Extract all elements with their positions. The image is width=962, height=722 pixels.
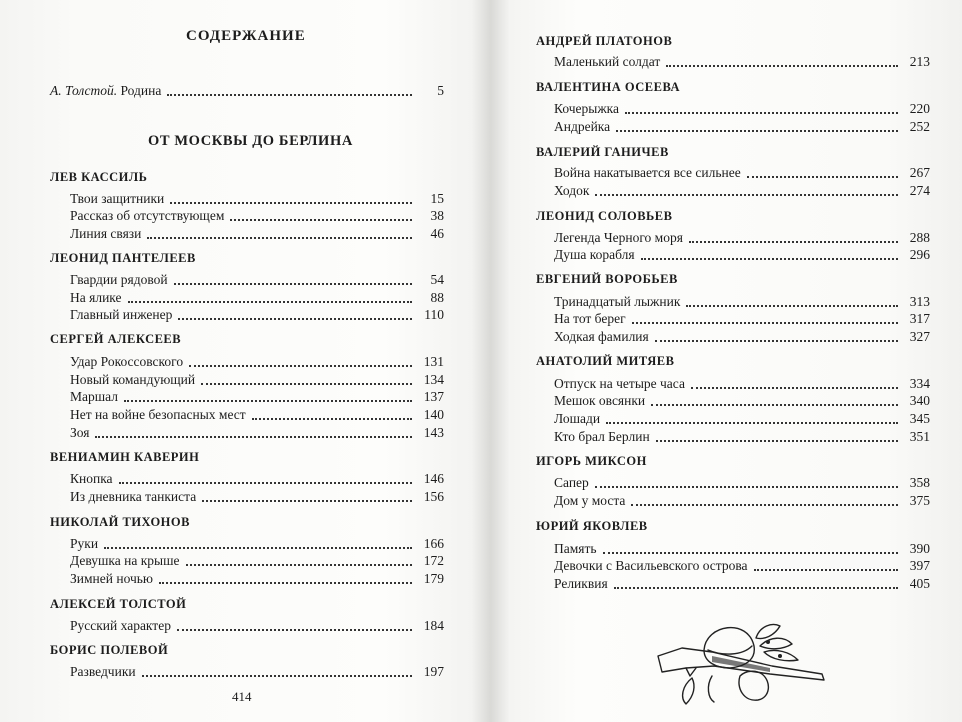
dot-leader xyxy=(189,354,412,367)
author-heading: АЛЕКСЕЙ ТОЛСТОЙ xyxy=(50,597,187,611)
toc-entry-title: Легенда Черного моря xyxy=(554,230,683,245)
author-heading: АНАТОЛИЙ МИТЯЕВ xyxy=(536,354,675,368)
toc-entry-title: Мешок овсянки xyxy=(554,393,646,408)
toc-entry-page: 38 xyxy=(430,208,444,223)
toc-entry-page: 375 xyxy=(909,493,930,508)
dot-leader xyxy=(170,191,412,204)
toc-entry-title: Нет на войне безопасных мест xyxy=(70,407,246,422)
toc-entry-page: 88 xyxy=(430,290,444,305)
dot-leader xyxy=(174,272,412,285)
toc-entry-title: Девушка на крыше xyxy=(70,553,180,568)
toc-entry[interactable] xyxy=(70,353,444,371)
author-heading: БОРИС ПОЛЕВОЙ xyxy=(50,643,169,657)
toc-entry-page: 197 xyxy=(423,664,444,679)
toc-entry-page: 288 xyxy=(909,230,930,245)
dot-leader xyxy=(124,389,412,402)
toc-entry[interactable] xyxy=(70,617,444,635)
toc-entry[interactable] xyxy=(70,424,444,442)
dot-leader xyxy=(159,571,412,584)
toc-entry-page: 390 xyxy=(909,541,930,556)
toc-entry[interactable] xyxy=(70,488,444,506)
toc-entry-title: Тринадцатый лыжник xyxy=(554,294,681,309)
toc-entry-page: 274 xyxy=(909,183,930,198)
dot-leader xyxy=(689,230,898,243)
toc-entry-page: 340 xyxy=(909,393,930,408)
left-page xyxy=(36,0,446,722)
dot-leader xyxy=(167,83,412,96)
toc-entry-page: 179 xyxy=(423,571,444,586)
toc-entry-title: Кочерыжка xyxy=(554,101,620,116)
toc-entry-page: 46 xyxy=(430,226,444,241)
toc-entry-title: Линия связи xyxy=(70,226,142,241)
toc-entry-title: Из дневника танкиста xyxy=(70,489,197,504)
dot-leader xyxy=(625,101,898,114)
dot-leader xyxy=(178,307,412,320)
toc-entry-page: 313 xyxy=(909,294,930,309)
author-heading: ЛЕОНИД СОЛОВЬЕВ xyxy=(536,209,673,223)
author-heading: ВЕНИАМИН КАВЕРИН xyxy=(50,450,200,464)
toc-entry[interactable] xyxy=(70,663,444,681)
toc-entry[interactable] xyxy=(70,570,444,588)
dot-leader xyxy=(655,329,898,342)
toc-entry[interactable] xyxy=(554,53,930,71)
toc-entry-page: 358 xyxy=(909,475,930,490)
toc-entry-page: 213 xyxy=(909,54,930,69)
author-heading: ВАЛЕРИЙ ГАНИЧЕВ xyxy=(536,145,669,159)
author-heading: ЕВГЕНИЙ ВОРОБЬЕВ xyxy=(536,272,678,286)
dot-leader xyxy=(691,376,898,389)
toc-entry-page: 110 xyxy=(424,307,444,322)
toc-entry[interactable] xyxy=(554,474,930,492)
toc-entry[interactable] xyxy=(554,118,930,136)
toc-entry[interactable] xyxy=(554,182,930,200)
dot-leader xyxy=(201,372,412,385)
toc-entry-title: Сапер xyxy=(554,475,589,490)
toc-entry[interactable] xyxy=(70,470,444,488)
dot-leader xyxy=(656,429,898,442)
toc-entry-title: Война накатывается все сильнее xyxy=(554,165,741,180)
dot-leader xyxy=(631,493,898,506)
toc-entry-page: 184 xyxy=(423,618,444,633)
toc-entry-title: Гвардии рядовой xyxy=(70,272,168,287)
author-heading: ЛЕВ КАССИЛЬ xyxy=(50,170,148,184)
toc-entry-page: 137 xyxy=(423,389,444,404)
toc-entry[interactable] xyxy=(554,428,930,446)
dot-leader xyxy=(142,664,412,677)
author-heading: НИКОЛАЙ ТИХОНОВ xyxy=(50,515,190,529)
dot-leader xyxy=(230,208,412,221)
toc-entry[interactable] xyxy=(554,557,930,575)
toc-entry-page: 131 xyxy=(423,354,444,369)
toc-entry-title: Главный инженер xyxy=(70,307,173,322)
toc-entry-title: Разведчики xyxy=(70,664,136,679)
toc-entry[interactable] xyxy=(554,100,930,118)
toc-entry[interactable] xyxy=(554,375,930,393)
toc-entry-page: 345 xyxy=(909,411,930,426)
toc-entry-title: Реликвия xyxy=(554,576,608,591)
dot-leader xyxy=(147,226,412,239)
toc-entry-title: Маленький солдат xyxy=(554,54,661,69)
toc-entry[interactable] xyxy=(70,190,444,208)
toc-entry-title: Русский характер xyxy=(70,618,171,633)
toc-entry[interactable] xyxy=(70,225,444,243)
toc-entry[interactable] xyxy=(70,207,444,225)
toc-entry-author: А. Толстой. xyxy=(50,83,118,98)
toc-entry[interactable] xyxy=(554,310,930,328)
author-heading: ВАЛЕНТИНА ОСЕЕВА xyxy=(536,80,681,94)
toc-entry[interactable] xyxy=(70,271,444,289)
toc-entry-title: Отпуск на четыре часа xyxy=(554,376,685,391)
toc-entry-page: 15 xyxy=(430,191,444,206)
toc-entry-title: Ходок xyxy=(554,183,590,198)
toc-entry-page: 146 xyxy=(423,471,444,486)
toc-entry-title: Душа корабля xyxy=(554,247,635,262)
toc-entry-page: 156 xyxy=(423,489,444,504)
toc-entry[interactable] xyxy=(554,392,930,410)
toc-entry[interactable] xyxy=(554,246,930,264)
dot-leader xyxy=(616,119,898,132)
toc-entry-page: 296 xyxy=(909,247,930,262)
toc-entry-page: 140 xyxy=(423,407,444,422)
toc-entry[interactable] xyxy=(554,229,930,247)
wreath-ornament-icon xyxy=(652,616,832,706)
dot-leader xyxy=(686,294,898,307)
toc-entry-title: Девочки с Васильевского острова xyxy=(554,558,748,573)
toc-entry-page: 317 xyxy=(909,311,930,326)
toc-entry[interactable] xyxy=(70,552,444,570)
author-heading: ЛЕОНИД ПАНТЕЛЕЕВ xyxy=(50,251,196,265)
toc-entry-title: Лошади xyxy=(554,411,601,426)
toc-entry-page: 334 xyxy=(909,376,930,391)
dot-leader xyxy=(606,411,898,424)
dot-leader xyxy=(632,311,898,324)
toc-entry[interactable] xyxy=(70,535,444,553)
toc-entry[interactable] xyxy=(70,388,444,406)
dot-leader xyxy=(202,489,412,502)
dot-leader xyxy=(119,471,412,484)
toc-entry-page: 143 xyxy=(423,425,444,440)
dot-leader xyxy=(754,558,898,571)
toc-entry-page: 172 xyxy=(423,553,444,568)
toc-entry[interactable] xyxy=(554,328,930,346)
toc-entry-title: Зоя xyxy=(70,425,90,440)
toc-entry-title: Андрейка xyxy=(554,119,611,134)
toc-entry-title: Родина xyxy=(120,83,162,98)
right-page xyxy=(528,0,932,722)
dot-leader xyxy=(595,475,898,488)
toc-entry-title: Удар Рокоссовского xyxy=(70,354,184,369)
author-heading: АНДРЕЙ ПЛАТОНОВ xyxy=(536,34,673,48)
toc-entry[interactable] xyxy=(70,406,444,424)
toc-entry-page: 54 xyxy=(430,272,444,287)
toc-entry[interactable] xyxy=(554,410,930,428)
toc-entry-page: 5 xyxy=(437,83,444,98)
author-heading: ИГОРЬ МИКСОН xyxy=(536,454,647,468)
toc-entry-title: Маршал xyxy=(70,389,118,404)
toc-entry-page: 166 xyxy=(423,536,444,551)
dot-leader xyxy=(95,425,412,438)
dot-leader xyxy=(104,536,412,549)
toc-entry-title: Твои защитники xyxy=(70,191,165,206)
dot-leader xyxy=(128,290,412,303)
toc-entry[interactable] xyxy=(554,540,930,558)
toc-entry[interactable] xyxy=(554,575,930,593)
dot-leader xyxy=(641,247,898,260)
toc-entry[interactable] xyxy=(70,289,444,307)
toc-entry[interactable] xyxy=(554,164,930,182)
toc-entry-title: Рассказ об отсутствующем xyxy=(70,208,225,223)
toc-entry[interactable] xyxy=(554,293,930,311)
dot-leader xyxy=(603,541,898,554)
toc-entry-page: 397 xyxy=(909,558,930,573)
dot-leader xyxy=(747,165,898,178)
author-heading: СЕРГЕЙ АЛЕКСЕЕВ xyxy=(50,332,182,346)
author-heading: ЮРИЙ ЯКОВЛЕВ xyxy=(536,519,648,533)
toc-entry-title: Кто брал Берлин xyxy=(554,429,650,444)
toc-entry-title: Память xyxy=(554,541,597,556)
toc-entry-page: 351 xyxy=(909,429,930,444)
toc-entry-title: Дом у моста xyxy=(554,493,626,508)
toc-entry[interactable] xyxy=(70,306,444,324)
toc-entry-title: На тот берег xyxy=(554,311,626,326)
dot-leader xyxy=(614,576,898,589)
toc-entry-page: 267 xyxy=(909,165,930,180)
toc-entry[interactable] xyxy=(70,371,444,389)
toc-entry-title: На ялике xyxy=(70,290,122,305)
toc-entry-page: 327 xyxy=(909,329,930,344)
toc-entry-title: Кнопка xyxy=(70,471,113,486)
dot-leader xyxy=(595,183,898,196)
toc-entry-title: Руки xyxy=(70,536,99,551)
toc-entry-page: 220 xyxy=(909,101,930,116)
dot-leader xyxy=(651,393,898,406)
dot-leader xyxy=(186,553,412,566)
page-number: 414 xyxy=(232,689,252,704)
toc-entry-title: Новый командующий xyxy=(70,372,196,387)
toc-entry-page: 134 xyxy=(423,372,444,387)
toc-entry-title: Ходкая фамилия xyxy=(554,329,649,344)
toc-entry-title: Зимней ночью xyxy=(70,571,154,586)
toc-entry-intro[interactable] xyxy=(50,82,444,100)
page-title: СОДЕРЖАНИЕ xyxy=(186,28,306,44)
toc-entry[interactable] xyxy=(554,492,930,510)
dot-leader xyxy=(252,407,412,420)
toc-entry-page: 252 xyxy=(909,119,930,134)
dot-leader xyxy=(177,618,412,631)
toc-entry-page: 405 xyxy=(909,576,930,591)
section-title: ОТ МОСКВЫ ДО БЕРЛИНА xyxy=(148,133,353,149)
dot-leader xyxy=(666,54,898,67)
